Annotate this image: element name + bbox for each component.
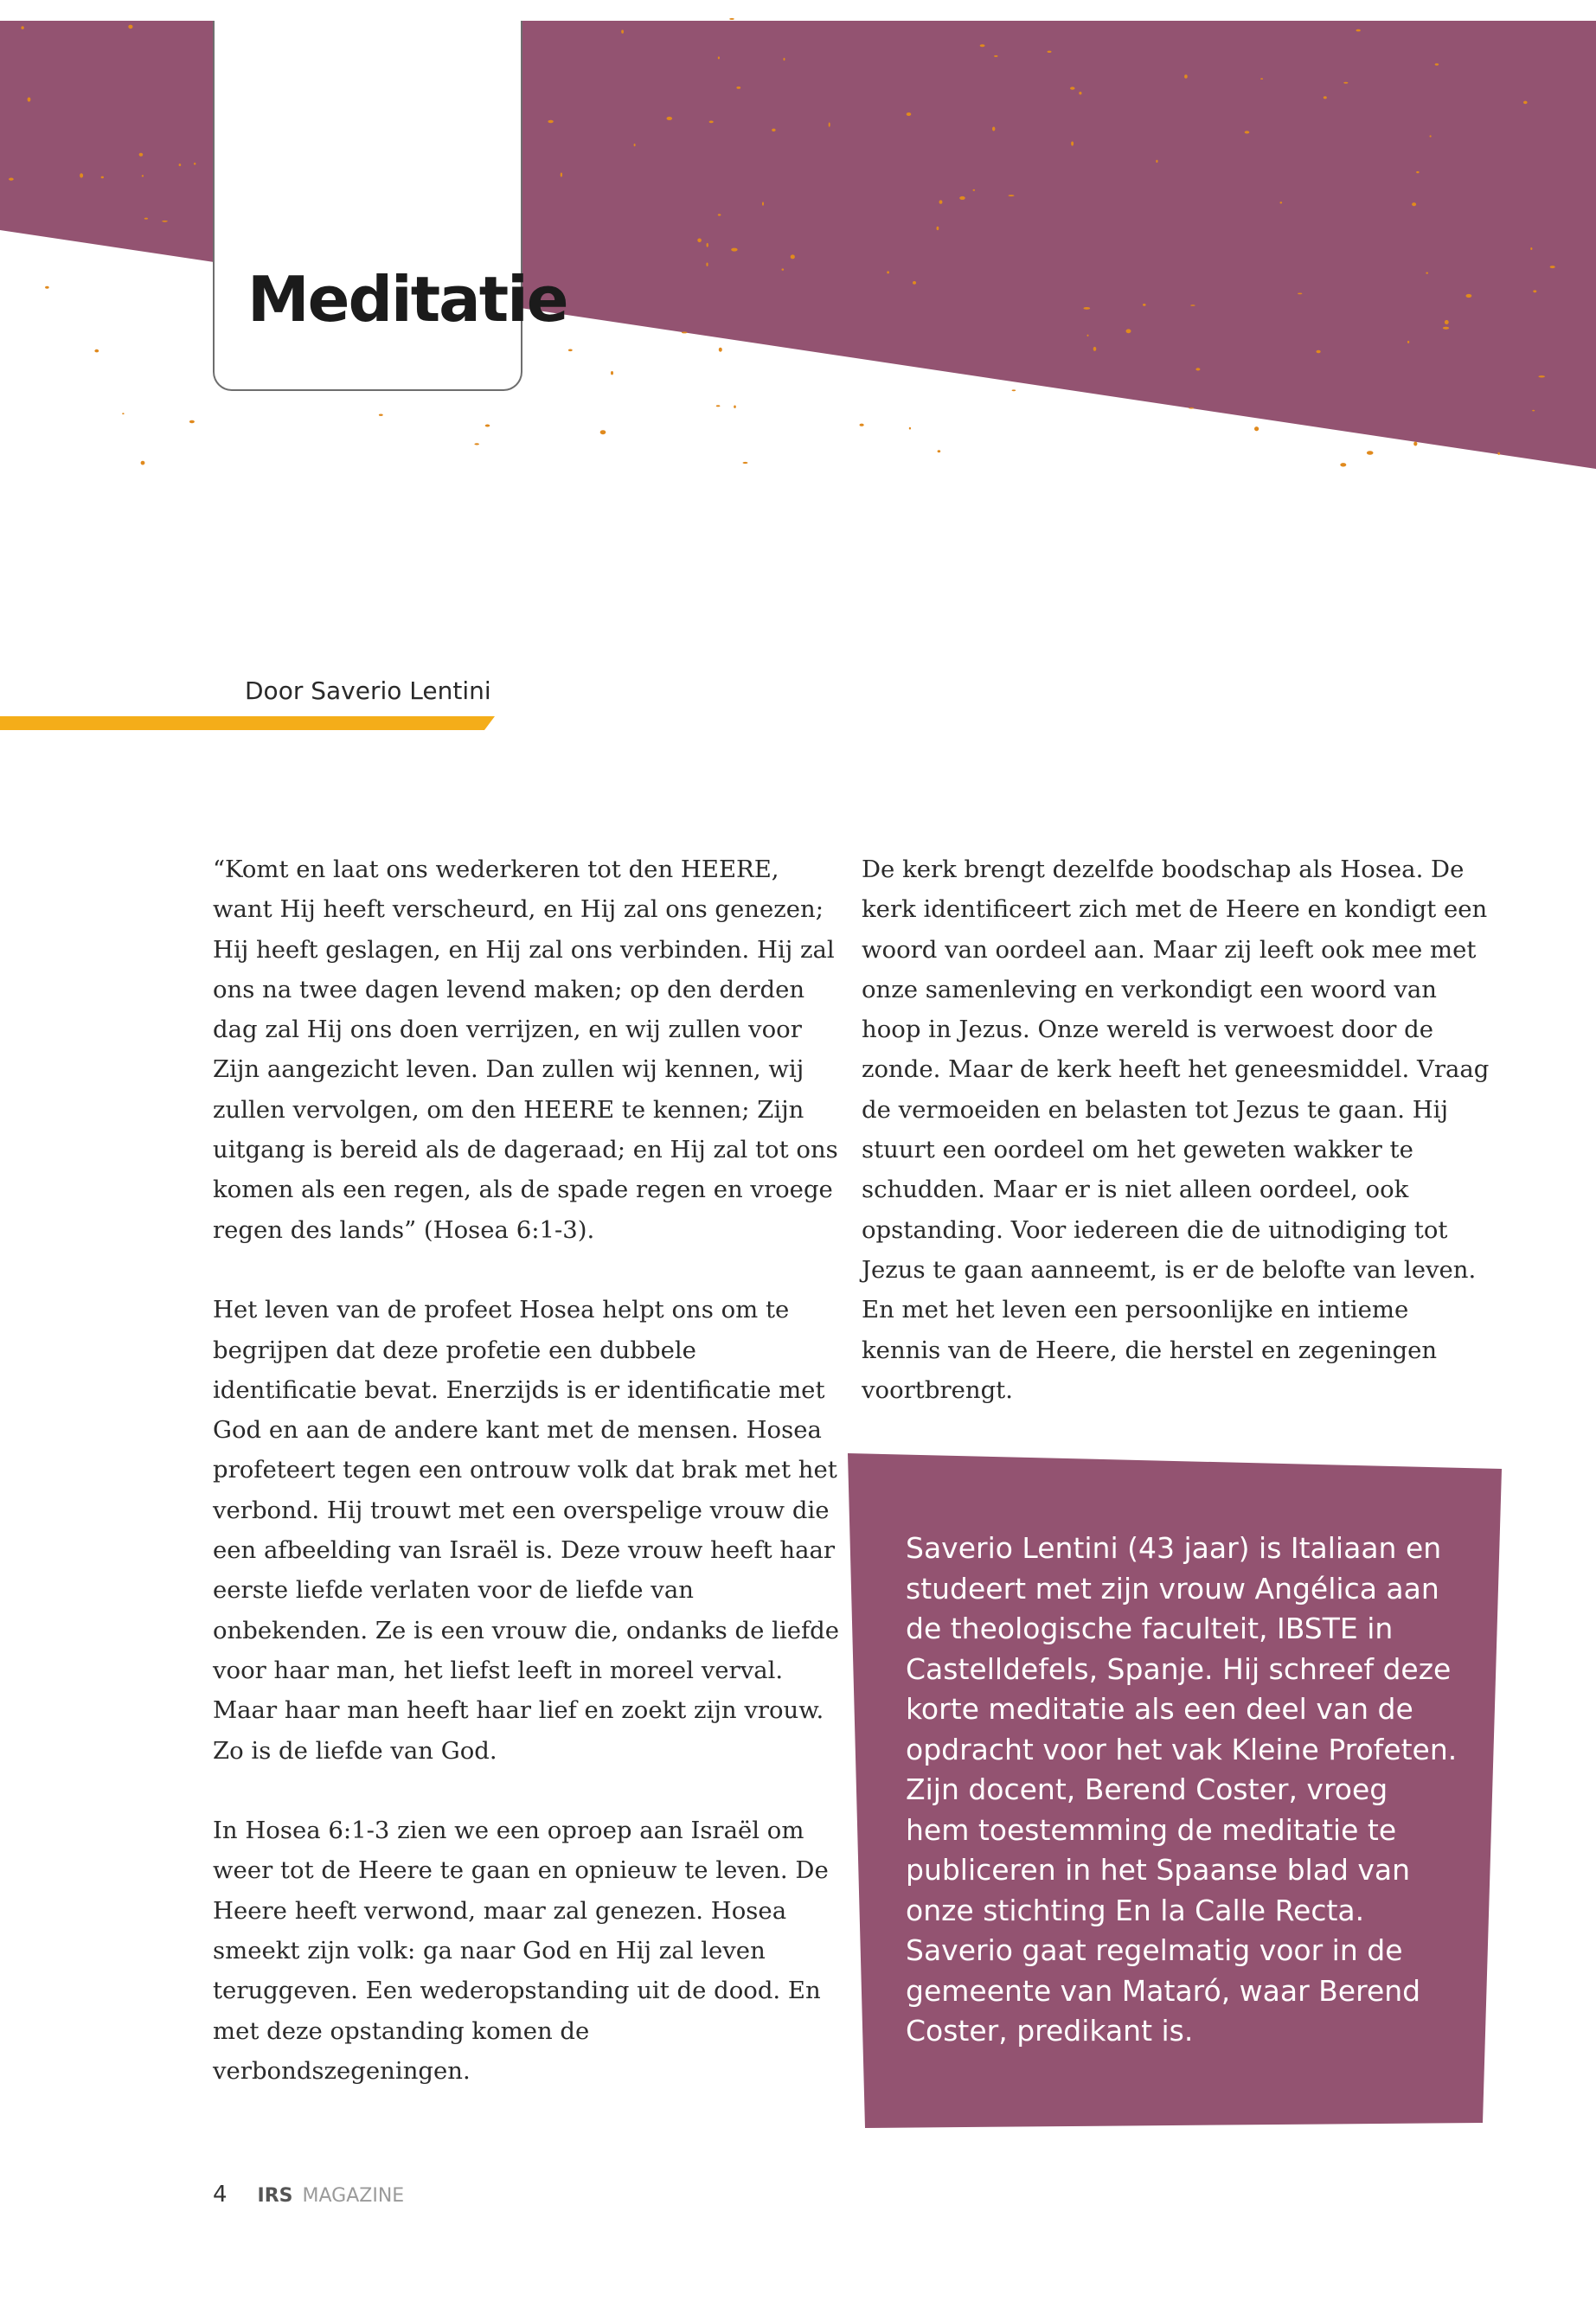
- speckle: [937, 227, 939, 230]
- speckle: [718, 214, 721, 215]
- speckle: [709, 121, 714, 124]
- byline-underline: [0, 716, 495, 730]
- speckle: [128, 25, 132, 29]
- speckle: [734, 406, 736, 408]
- speckle: [101, 176, 104, 179]
- speckle: [1416, 171, 1419, 173]
- speckle: [611, 371, 613, 375]
- speckle: [743, 462, 748, 464]
- speckle: [548, 120, 553, 123]
- speckle: [1435, 63, 1439, 65]
- speckle: [731, 248, 737, 252]
- speckle: [736, 87, 740, 89]
- author-bio: Saverio Lentini (43 jaar) is Italiaan en studeert met zijn vrouw Angélica aan de theologische faculteit, IBSTE in Castelldefels, Spanje. Hij schreef deze korte meditatie als een deel van de opdracht voor het vak Kleine Profeten. Zijn docent, Berend Coster, vroeg hem toestemming de meditatie te publiceren in het Spaanse blad van onze stichting En la Calle Recta. Saverio gaat regelmatig voor in de gemeente van Mataró, waar Berend Coster, predikant is.: [906, 1531, 1458, 2048]
- speckle: [634, 144, 636, 146]
- speckle: [1071, 141, 1074, 145]
- speckle: [907, 112, 912, 116]
- speckle: [9, 178, 14, 181]
- speckle: [621, 30, 624, 34]
- speckle: [1445, 320, 1449, 324]
- speckle: [379, 414, 383, 416]
- speckle: [1426, 272, 1428, 274]
- speckle: [1412, 202, 1416, 206]
- speckle: [1430, 135, 1432, 137]
- speckle: [706, 263, 708, 266]
- speckle: [1443, 327, 1449, 330]
- speckle: [1190, 304, 1195, 306]
- speckle: [144, 218, 148, 220]
- speckle: [1012, 389, 1016, 391]
- speckle: [959, 196, 965, 200]
- speckle: [1156, 160, 1157, 163]
- speckle: [1413, 442, 1417, 446]
- speckle: [1126, 329, 1131, 333]
- speckle: [718, 56, 720, 59]
- speckle: [772, 129, 775, 131]
- speckle: [162, 221, 168, 222]
- speckle: [1550, 266, 1555, 268]
- speckle: [716, 405, 721, 407]
- speckle: [1324, 96, 1327, 99]
- speckle: [994, 55, 997, 57]
- speckle: [568, 349, 573, 352]
- speckle: [1298, 293, 1302, 295]
- speckle: [179, 163, 182, 166]
- speckle: [141, 461, 145, 465]
- magazine-brand: IRS: [257, 2185, 293, 2207]
- speckle: [938, 450, 941, 452]
- speckle: [474, 443, 479, 445]
- speckle: [682, 331, 688, 333]
- speckle: [707, 243, 708, 247]
- speckle: [122, 413, 124, 414]
- speckle: [139, 153, 144, 157]
- title-tab: [213, 21, 567, 391]
- speckle: [1356, 29, 1361, 32]
- speckle: [1466, 294, 1472, 298]
- speckle: [194, 163, 195, 165]
- speckle: [1340, 463, 1346, 466]
- speckle: [1254, 426, 1259, 431]
- speckle: [1093, 347, 1097, 351]
- speckle: [860, 424, 864, 426]
- speckle: [729, 18, 734, 20]
- page-number: 4: [213, 2182, 228, 2208]
- speckle: [762, 202, 764, 205]
- speckle: [667, 117, 673, 120]
- article-paragraph: De kerk brengt dezelfde boodschap als Hosea. De kerk identificeert zich met de Heere en kondigt een woord van oordeel aan. Maar zij leeft ook mee met onze samenleving en verkondigt een woord van hoop in Jezus. Onze wereld is verwoest door de zonde. Maar de kerk heeft het geneesmiddel. Vraag de vermoeiden en belasten tot Jezus te gaan. Hij stuurt een oordeel om het geweten wakker te schudden. Maar er is niet alleen oordeel, ook opstanding. Voor iedereen die de uitnodiging tot Jezus te gaan aanneemt, is er de belofte van leven. En met het leven een persoonlijke en intieme kennis van de Heere, die herstel en zegeningen voortbrengt.: [862, 856, 1490, 1404]
- speckle: [992, 127, 995, 131]
- speckle: [21, 26, 23, 29]
- speckle: [829, 123, 830, 127]
- speckle: [80, 173, 83, 177]
- speckle: [1245, 131, 1250, 133]
- speckle: [791, 254, 795, 259]
- speckle: [1530, 247, 1532, 250]
- speckle: [719, 348, 722, 352]
- speckle: [1538, 375, 1545, 377]
- speckle: [94, 349, 99, 353]
- speckle: [1532, 410, 1535, 412]
- speckle: [1009, 195, 1015, 196]
- speckle: [1083, 307, 1090, 310]
- speckle: [913, 281, 916, 285]
- speckle: [45, 286, 49, 289]
- speckle: [1070, 87, 1074, 89]
- byline: Door Saverio Lentini: [245, 676, 491, 705]
- speckle: [1087, 335, 1089, 336]
- page-footer: [213, 2182, 404, 2208]
- speckle: [697, 239, 702, 243]
- speckle: [939, 200, 943, 203]
- speckle: [1280, 202, 1283, 203]
- article-paragraph: Het leven van de profeet Hosea helpt ons om te begrijpen dat deze profetie een dubbele identificatie bevat. Enerzijds is er identificatie met God en aan de andere kant met de mensen. Hosea profeteert tegen een ontrouw volk dat brak met het verbond. Hij trouwt met een overspelige vrouw die een afbeelding van Israël is. Deze vrouw heeft haar eerste liefde verlaten voor de liefde van onbekenden. Ze is een vrouw die, ondanks de liefde voor haar man, het liefst leeft in moreel verval. Maar haar man heeft haar lief en zoekt zijn vrouw. Zo is de liefde van God.: [213, 1296, 840, 1765]
- speckle: [1523, 101, 1528, 105]
- magazine-name: MAGAZINE: [302, 2185, 405, 2207]
- speckle: [973, 189, 976, 191]
- speckle: [1184, 74, 1188, 78]
- speckle: [1079, 92, 1081, 94]
- speckle: [1189, 407, 1194, 409]
- article-paragraph: “Komt en laat ons wederkeren tot den HEERE, want Hij heeft verscheurd, en Hij zal ons genezen; Hij heeft geslagen, en Hij zal ons verbinden. Hij zal ons na twee dagen levend maken; op den derden dag zal Hij ons doen verrijzen, en wij zullen voor Zijn aangezicht leven. Dan zullen wij kennen, wij zullen vervolgen, om den HEERE te kennen; Zijn uitgang is bereid als de dageraad; en Hij zal tot ons komen als een regen, als de spade regen en vroege regen des lands” (Hosea 6:1-3).: [213, 856, 838, 1244]
- speckle: [189, 420, 195, 423]
- speckle: [909, 427, 911, 430]
- speckle: [1260, 78, 1263, 80]
- speckle: [1497, 452, 1500, 455]
- speckle: [1343, 82, 1348, 84]
- speckle: [600, 430, 606, 434]
- speckle: [1533, 290, 1536, 292]
- speckle: [887, 271, 889, 273]
- speckle: [1143, 304, 1146, 306]
- speckle: [1367, 451, 1374, 455]
- speckle: [1317, 350, 1321, 353]
- speckle: [561, 173, 562, 177]
- speckle: [980, 44, 985, 47]
- speckle: [784, 58, 785, 61]
- article-paragraph: In Hosea 6:1-3 zien we een oproep aan Israël om weer tot de Heere te gaan en opnieuw te leven. De Heere heeft verwond, maar zal genezen. Hosea smeekt zijn volk: ga naar God en Hij zal leven teruggeven. Een wederopstanding uit de dood. En met deze opstanding komen de verbondszegeningen.: [213, 1817, 829, 2085]
- speckle: [1048, 51, 1052, 53]
- article-column-right: [862, 849, 1493, 1410]
- speckle: [782, 268, 785, 270]
- speckle: [142, 175, 144, 176]
- speckle: [1407, 341, 1409, 343]
- article-column-left: [213, 849, 844, 2091]
- speckle: [1195, 368, 1200, 370]
- speckle: [28, 97, 31, 101]
- page-title: Meditatie: [247, 263, 567, 336]
- speckle: [485, 425, 490, 427]
